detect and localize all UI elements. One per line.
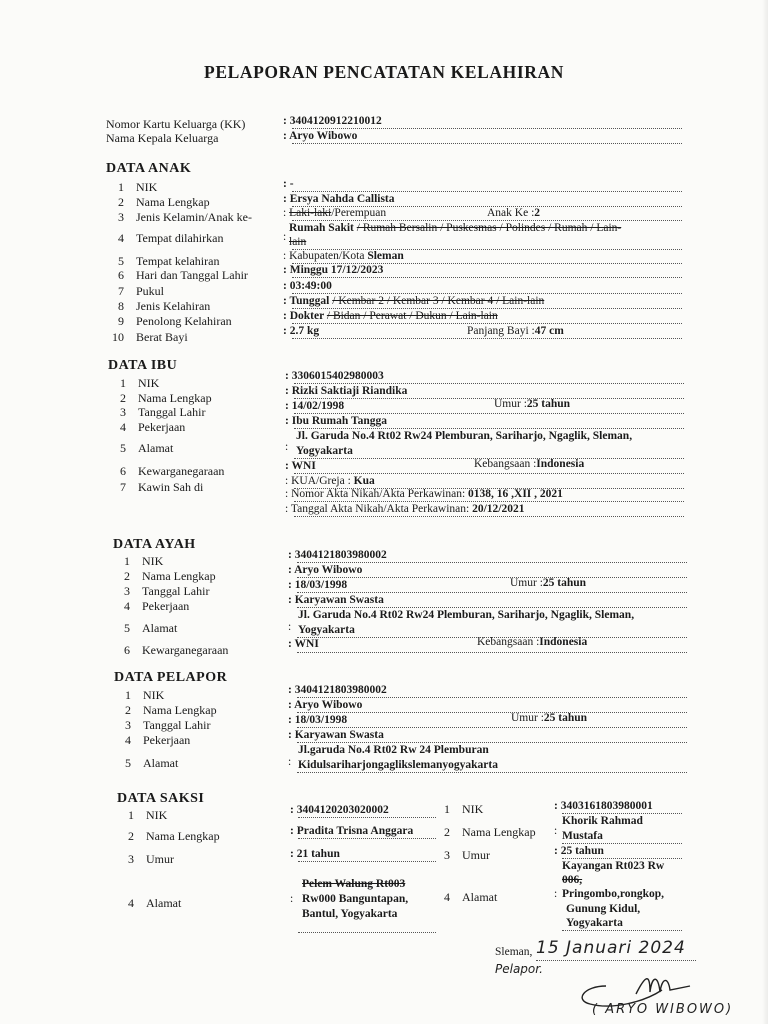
ibu-kebangsaan: Kebangsaan :Indonesia: [474, 458, 585, 470]
pelapor-nik-value: : 3404121803980002: [288, 684, 387, 696]
signature-place: Sleman,: [495, 946, 533, 958]
saksi1-nama-label: Nama Lengkap: [146, 829, 220, 843]
saksi1-alamat-line3: Bantul, Yogyakarta: [302, 908, 398, 920]
ibu-kewarganegaraan-value: : WNI: [285, 460, 316, 472]
page-title: PELAPORAN PENCATATAN KELAHIRAN: [204, 62, 564, 82]
pelapor-tgl-label: Tanggal Lahir: [143, 718, 211, 732]
row-number: 4: [120, 420, 126, 434]
anak-nama-value: : Ersya Nahda Callista: [283, 193, 395, 205]
ayah-alamat-label: Alamat: [142, 621, 178, 635]
ayah-nama-label: Nama Lengkap: [142, 569, 216, 583]
anak-jenis-label: Jenis Kelahiran: [136, 299, 211, 313]
row-number: 9: [118, 314, 124, 328]
saksi1-umur-label: Umur: [146, 852, 174, 866]
saksi2-alamat-line3: Pringombo,rongkop,: [562, 888, 665, 900]
tempat-options-2: lain: [289, 236, 307, 248]
row-number: 2: [125, 703, 131, 717]
anak-berat-value: : 2.7 kg: [283, 325, 320, 337]
saksi2-nama-label: Nama Lengkap: [462, 825, 536, 839]
ayah-nik-label: NIK: [142, 554, 164, 568]
row-number: 8: [118, 299, 124, 313]
ayah-pekerjaan-label: Pekerjaan: [142, 599, 190, 613]
saksi2-umur-label: Umur: [462, 848, 490, 862]
anak-jk-label: Jenis Kelamin/Anak ke-: [136, 210, 252, 224]
saksi1-umur-value: : 21 tahun: [290, 848, 340, 860]
pelapor-nik-label: NIK: [143, 688, 165, 702]
row-number: 10: [112, 330, 124, 344]
kepala-label: Nama Kepala Keluarga: [106, 131, 219, 145]
colon: :: [554, 825, 558, 837]
row-number: 7: [120, 480, 126, 494]
pelapor-alamat-label: Alamat: [143, 756, 179, 770]
ibu-nama-label: Nama Lengkap: [138, 391, 212, 405]
anak-jk-value: : Laki-laki/Perempuan: [283, 207, 387, 219]
anak-berat-label: Berat Bayi: [136, 330, 188, 344]
ayah-kebangsaan: Kebangsaan :Indonesia: [477, 636, 588, 648]
row-number: 3: [125, 718, 131, 732]
row-number: 1: [124, 554, 130, 568]
section-ayah-heading: DATA AYAH: [113, 537, 196, 552]
colon: :: [285, 441, 289, 453]
section-ibu-heading: DATA IBU: [108, 358, 178, 373]
kepala-value: : Aryo Wibowo: [283, 130, 358, 142]
tempat-options-1: Rumah Sakit / Rumah Bersalin / Puskesmas / Polindes / Rumah / Lain-: [289, 222, 622, 234]
saksi2-nik-label: NIK: [462, 802, 484, 816]
saksi2-alamat-line5: Yogyakarta: [566, 917, 623, 929]
row-number: 1: [444, 802, 450, 816]
saksi1-nik-value: : 3404120203020002: [290, 804, 389, 816]
ibu-nik-label: NIK: [138, 376, 160, 390]
ayah-tgl-value: : 18/03/1998: [288, 579, 348, 591]
saksi2-nik-value: : 3403161803980001: [554, 800, 653, 812]
anak-pukul-value: : 03:49:00: [283, 280, 332, 292]
kk-label: Nomor Kartu Keluarga (KK): [106, 117, 246, 131]
row-number: 2: [118, 195, 124, 209]
row-number: 6: [118, 268, 124, 282]
row-number: 1: [118, 180, 124, 194]
saksi1-alamat-line1: Pelem Walung Rt003: [302, 878, 406, 890]
ayah-pekerjaan-value: : Karyawan Swasta: [288, 594, 384, 606]
row-number: 7: [118, 284, 124, 298]
kk-value: : 3404120912210012: [283, 115, 382, 127]
row-number: 3: [128, 852, 134, 866]
signature-date: 15 Januari 2024: [536, 938, 686, 958]
colon: :: [283, 231, 287, 243]
row-number: 1: [120, 376, 126, 390]
row-number: 6: [124, 643, 130, 657]
row-number: 3: [124, 584, 130, 598]
saksi1-nama-value: : Pradita Trisna Anggara: [290, 825, 414, 837]
row-number: 4: [124, 599, 130, 613]
anak-ke: Anak Ke :2: [487, 207, 541, 219]
anak-nik-label: NIK: [136, 180, 158, 194]
pelapor-tgl-value: : 18/03/1998: [288, 714, 348, 726]
saksi2-nama-line2: Mustafa: [562, 830, 603, 842]
row-number: 4: [128, 896, 134, 910]
row-number: 5: [124, 621, 130, 635]
saksi1-alamat-line2: Rw000 Banguntapan,: [302, 893, 409, 905]
colon: :: [554, 888, 558, 900]
row-number: 3: [444, 848, 450, 862]
colon: :: [288, 756, 292, 768]
colon: :: [288, 621, 292, 633]
saksi2-alamat-label: Alamat: [462, 890, 498, 904]
colon: :: [290, 893, 294, 905]
anak-nik-value: : -: [283, 178, 294, 190]
saksi2-alamat-line1: Kayangan Rt023 Rw: [562, 860, 665, 872]
pelapor-nama-label: Nama Lengkap: [143, 703, 217, 717]
anak-penolong-label: Penolong Kelahiran: [136, 314, 232, 328]
ibu-umur: Umur :25 tahun: [494, 398, 571, 410]
anak-jenis-value: : Tunggal / Kembar 2 / Kembar 3 / Kembar 4 / Lain-lain: [283, 295, 545, 307]
ayah-alamat-line1: Jl. Garuda No.4 Rt02 Rw24 Plemburan, Sariharjo, Ngaglik, Sleman,: [298, 609, 635, 621]
anak-tgl-value: : Minggu 17/12/2023: [283, 264, 384, 276]
pelapor-alamat-line2: Kidulsariharjongaglikslemanyogyakarta: [298, 759, 498, 771]
pelapor-pekerjaan-value: : Karyawan Swasta: [288, 729, 384, 741]
anak-nama-label: Nama Lengkap: [136, 195, 210, 209]
row-number: 5: [118, 254, 124, 268]
row-number: 5: [120, 441, 126, 455]
ayah-nik-value: : 3404121803980002: [288, 549, 387, 561]
section-pelapor-heading: DATA PELAPOR: [114, 670, 228, 685]
ayah-nama-value: : Aryo Wibowo: [288, 564, 363, 576]
anak-pukul-label: Pukul: [136, 284, 165, 298]
ibu-kua: : KUA/Greja : Kua: [285, 475, 375, 487]
row-number: 4: [444, 890, 450, 904]
section-saksi-heading: DATA SAKSI: [117, 791, 205, 806]
ibu-alamat-label: Alamat: [138, 441, 174, 455]
ayah-alamat-line2: Yogyakarta: [298, 624, 355, 636]
ayah-umur: Umur :25 tahun: [510, 577, 587, 589]
anak-panjang: Panjang Bayi :47 cm: [467, 325, 564, 337]
row-number: 2: [128, 829, 134, 843]
ibu-kawin-label: Kawin Sah di: [138, 480, 204, 494]
ibu-nik-value: : 3306015402980003: [285, 370, 384, 382]
ayah-kewarganegaraan-value: : WNI: [288, 638, 319, 650]
anak-tgl-label: Hari dan Tanggal Lahir: [136, 268, 248, 282]
pelapor-pekerjaan-label: Pekerjaan: [143, 733, 191, 747]
saksi2-alamat-line2: 006,: [562, 874, 583, 886]
ibu-alamat-line1: Jl. Garuda No.4 Rt02 Rw24 Plemburan, Sariharjo, Ngaglik, Sleman,: [296, 430, 633, 442]
anak-penolong-value: : Dokter / Bidan / Perawat / Dukun / Lain-lain: [283, 310, 498, 322]
ibu-akta-tanggal: : Tanggal Akta Nikah/Akta Perkawinan: 20/12/2021: [285, 503, 525, 515]
saksi1-nik-label: NIK: [146, 808, 168, 822]
anak-kab-value: : Kabupaten/Kota Sleman: [283, 250, 404, 262]
ibu-akta-nomor: : Nomor Akta Nikah/Akta Perkawinan: 0138, 16 ,XII , 2021: [285, 488, 563, 500]
saksi2-umur-value: : 25 tahun: [554, 845, 604, 857]
row-number: 2: [120, 391, 126, 405]
row-number: 2: [444, 825, 450, 839]
saksi2-nama-line1: Khorik Rahmad: [562, 815, 643, 827]
pelapor-alamat-line1: Jl.garuda No.4 Rt02 Rw 24 Plemburan: [298, 744, 489, 756]
signature-pelapor-label: Pelapor.: [495, 962, 543, 976]
ayah-tgl-label: Tanggal Lahir: [142, 584, 210, 598]
pelapor-umur: Umur :25 tahun: [511, 712, 588, 724]
anak-tempat-label: Tempat dilahirkan: [136, 231, 224, 245]
row-number: 4: [125, 733, 131, 747]
signature-name: ( ARYO WIBOWO): [592, 1002, 734, 1017]
row-number: 4: [118, 231, 124, 245]
ibu-tgl-value: : 14/02/1998: [285, 400, 345, 412]
saksi1-alamat-label: Alamat: [146, 896, 182, 910]
ibu-tgl-label: Tanggal Lahir: [138, 405, 206, 419]
ibu-pekerjaan-label: Pekerjaan: [138, 420, 186, 434]
row-number: 2: [124, 569, 130, 583]
row-number: 3: [118, 210, 124, 224]
row-number: 1: [125, 688, 131, 702]
section-anak-heading: DATA ANAK: [106, 161, 192, 176]
ibu-kewarganegaraan-label: Kewarganegaraan: [138, 464, 225, 478]
scan-edge: [762, 0, 768, 1024]
ibu-nama-value: : Rizki Saktiaji Riandika: [285, 385, 408, 397]
ibu-alamat-line2: Yogyakarta: [296, 445, 353, 457]
row-number: 5: [125, 756, 131, 770]
ayah-kewarganegaraan-label: Kewarganegaraan: [142, 643, 229, 657]
row-number: 6: [120, 464, 126, 478]
ibu-pekerjaan-value: : Ibu Rumah Tangga: [285, 415, 387, 427]
anak-tempat-kelahiran-label: Tempat kelahiran: [136, 254, 220, 268]
row-number: 3: [120, 405, 126, 419]
pelapor-nama-value: : Aryo Wibowo: [288, 699, 363, 711]
saksi2-alamat-line4: Gunung Kidul,: [566, 903, 641, 915]
row-number: 1: [128, 808, 134, 822]
